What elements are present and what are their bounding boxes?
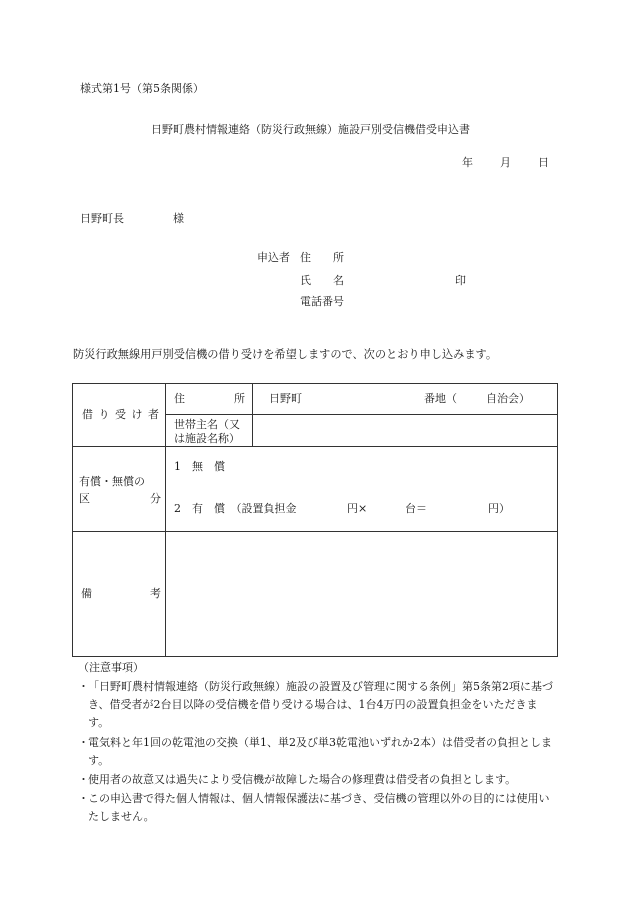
- applicant-name-label: 氏 名: [300, 274, 344, 287]
- householder-value-cell[interactable]: [253, 415, 558, 447]
- householder-label-1: 世帯主名（又: [174, 418, 240, 431]
- application-table: [72, 383, 558, 657]
- remarks-label-cell: [73, 532, 166, 657]
- remarks-label-2: 考: [150, 587, 161, 600]
- applicant-address-label: 住 所: [300, 251, 344, 264]
- addressee-honorific: 様: [173, 212, 184, 225]
- form-number: 様式第1号（第5条関係）: [80, 82, 204, 95]
- option-free: 1 無 償: [174, 460, 225, 473]
- date-month-label: 月: [500, 156, 511, 169]
- bullet-icon: ・: [78, 773, 89, 786]
- note-text: 電気料と年1回の乾電池の交換（単1、単2及び単3乾電池いずれか2本）は借受者の負担とします。: [88, 736, 552, 767]
- fee-label-1: 有償・無償の: [79, 475, 145, 488]
- note-item: [78, 790, 558, 826]
- option-paid: 2 有 償 （設置負担金: [174, 502, 297, 515]
- date-day-label: 日: [538, 156, 549, 169]
- address-jichikai: 自治会）: [486, 392, 530, 405]
- address-label-cell: [166, 384, 253, 415]
- note-text: この申込書で得た個人情報は、個人情報保護法に基づき、受信機の管理以外の目的には使用いたしません。: [88, 792, 550, 823]
- remarks-value-cell[interactable]: [166, 532, 558, 657]
- remarks-label-1: 備: [81, 587, 92, 600]
- form-title: 日野町農村情報連絡（防災行政無線）施設戸別受信機借受申込書: [151, 123, 470, 136]
- address-banchi: 番地（: [424, 392, 457, 405]
- fee-label-cell: [73, 447, 166, 532]
- fee-label-2b: 分: [150, 492, 161, 505]
- date-year-label: 年: [462, 156, 473, 169]
- bullet-icon: ・: [78, 680, 89, 693]
- borrower-label-cell: [73, 384, 166, 447]
- address-town: 日野町: [269, 392, 302, 405]
- note-item: [78, 734, 558, 770]
- address-label-1: 住: [174, 392, 185, 405]
- householder-label-2: は施設名称）: [174, 432, 240, 445]
- option-paid-units: 台＝: [405, 502, 427, 515]
- option-paid-total: 円）: [488, 502, 510, 515]
- applicant-phone-label: 電話番号: [300, 295, 344, 308]
- notes-heading: （注意事項）: [78, 661, 144, 674]
- householder-label-cell: [166, 415, 253, 447]
- address-label-2: 所: [234, 392, 245, 405]
- address-value-cell[interactable]: [253, 384, 558, 415]
- seal-mark: 印: [455, 274, 466, 287]
- fee-options-cell[interactable]: [166, 447, 558, 532]
- addressee-name: 日野町長: [80, 212, 124, 225]
- note-text: 「日野町農村情報連絡（防災行政無線）施設の設置及び管理に関する条例」第5条第2項に基づき、借受者が2台目以降の受信機を借り受ける場合は、1台4万円の設置負担金をいただきます。: [88, 680, 553, 729]
- fee-label-2a: 区: [79, 492, 90, 505]
- applicant-label: 申込者: [257, 251, 290, 264]
- note-text: 使用者の故意又は過失により受信機が故障した場合の修理費は借受者の負担とします。: [88, 773, 517, 786]
- note-item: [78, 678, 558, 732]
- note-item: [78, 771, 558, 789]
- intro-sentence: 防災行政無線用戸別受信機の借り受けを希望しますので、次のとおり申し込みます。: [73, 348, 498, 361]
- bullet-icon: ・: [78, 736, 89, 749]
- borrower-label: 借 り 受 け 者: [82, 408, 160, 421]
- option-paid-yen: 円×: [347, 502, 368, 515]
- bullet-icon: ・: [78, 792, 89, 805]
